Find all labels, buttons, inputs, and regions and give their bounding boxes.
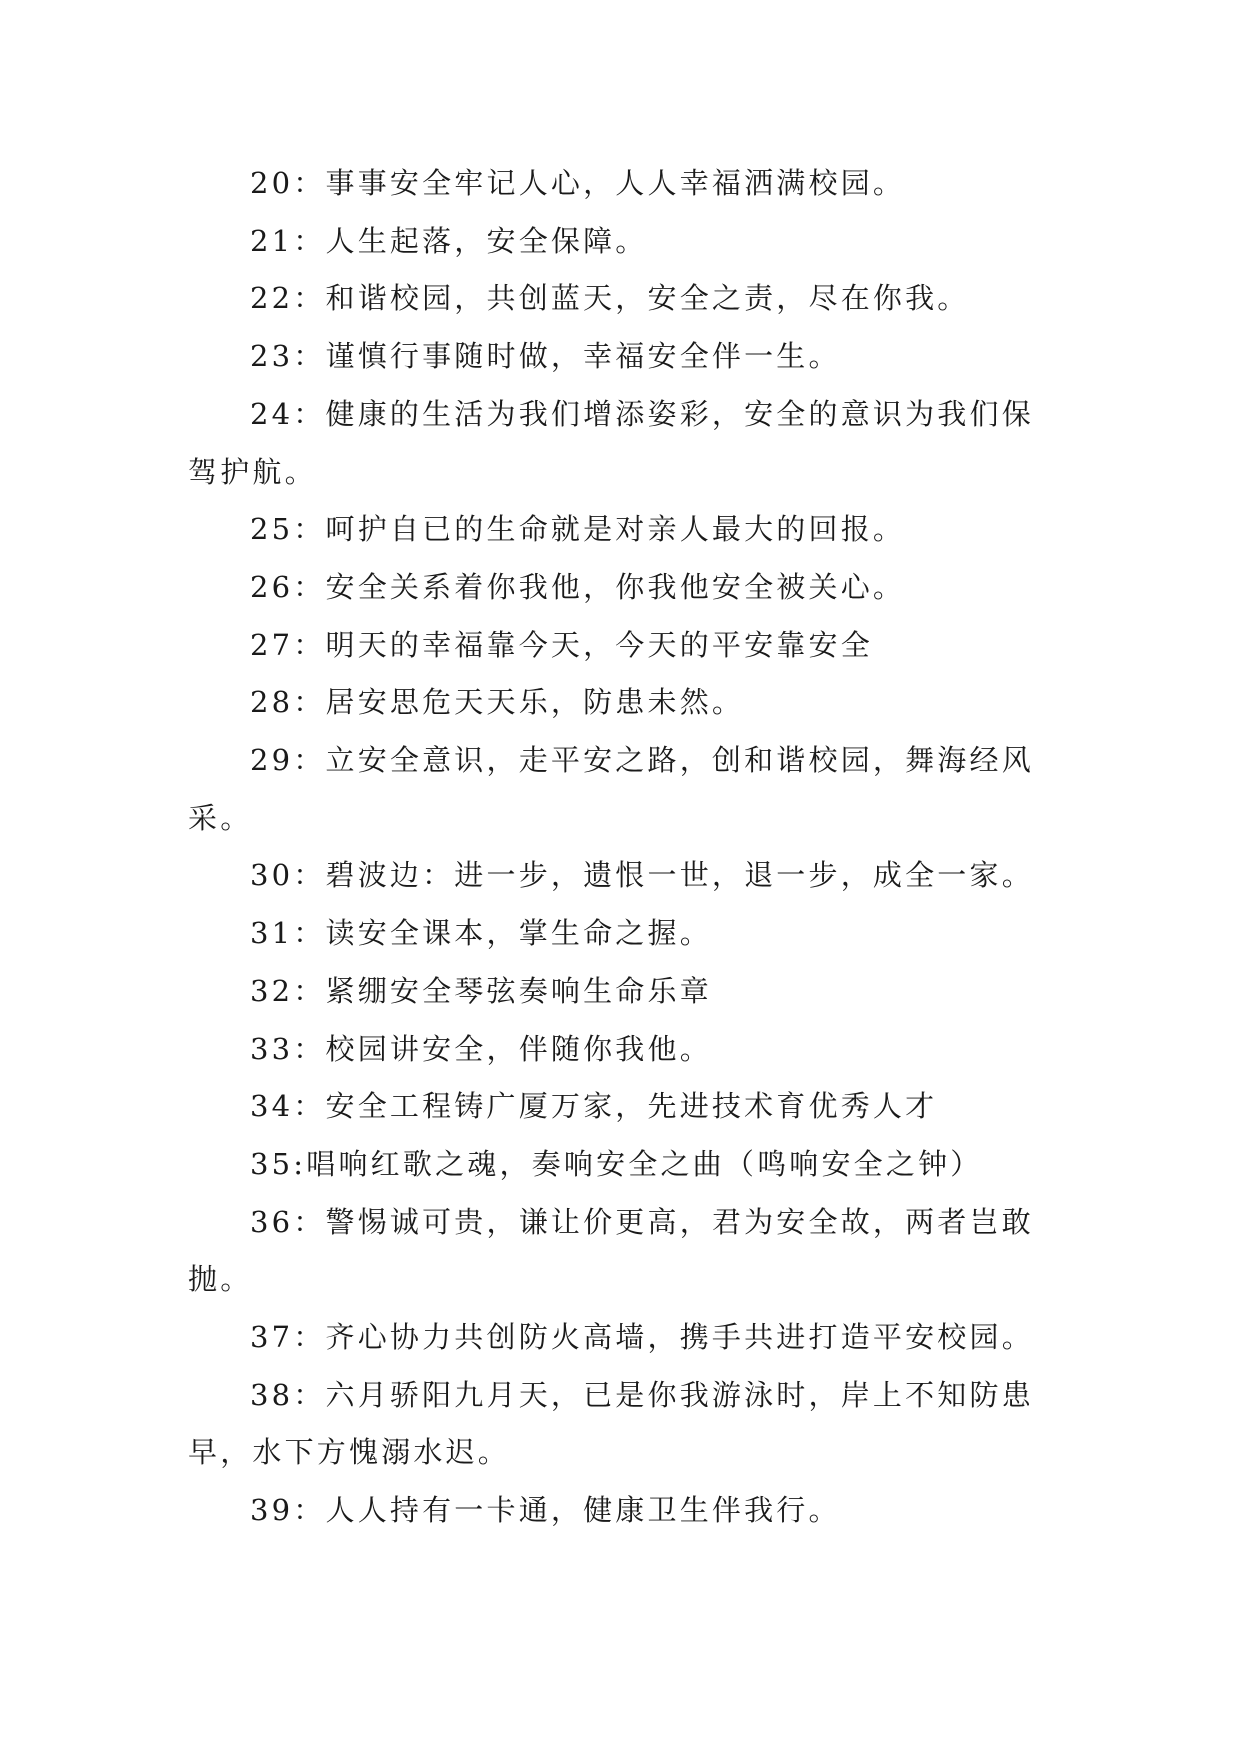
slogan-item: 22：和谐校园，共创蓝天，安全之责，尽在你我。 — [250, 281, 970, 316]
slogan-item: 34：安全工程铸广厦万家，先进技术育优秀人才 — [250, 1089, 938, 1124]
slogan-item: 33：校园讲安全，伴随你我他。 — [250, 1031, 712, 1066]
slogan-list — [188, 155, 1058, 1540]
slogan-item: 30：碧波边：进一步，遗恨一世，退一步，成全一家。 — [250, 858, 1034, 893]
slogan-item: 20：事事安全牢记人心，人人幸福洒满校园。 — [250, 166, 906, 200]
slogan-item: 23：谨慎行事随时做，幸福安全伴一生。 — [250, 339, 841, 374]
slogan-item: 39：人人持有一卡通，健康卫生伴我行。 — [250, 1493, 841, 1528]
slogan-item: 37：齐心协力共创防火高墙，携手共进打造平安校园。 — [250, 1320, 1034, 1355]
slogan-item: 36：警惕诚可贵，谦让价更高，君为安全故，两者岂敢抛。 — [188, 1204, 1034, 1297]
slogan-item: 29：立安全意识，走平安之路，创和谐校园，舞海经风采。 — [188, 743, 1034, 835]
slogan-item: 26：安全关系着你我他，你我他安全被关心。 — [250, 569, 906, 604]
slogan-item: 25：呵护自已的生命就是对亲人最大的回报。 — [250, 512, 906, 547]
slogan-item: 32：紧绷安全琴弦奏响生命乐章 — [250, 973, 712, 1008]
slogan-item: 35:唱响红歌之魂，奏响安全之曲（鸣响安全之钟） — [250, 1146, 983, 1181]
slogan-item: 31：读安全课本，掌生命之握。 — [250, 916, 712, 951]
slogan-item: 28：居安思危天天乐，防患未然。 — [250, 685, 745, 720]
slogan-item: 21：人生起落，安全保障。 — [250, 223, 648, 258]
slogan-item: 24：健康的生活为我们增添姿彩，安全的意识为我们保驾护航。 — [188, 396, 1034, 489]
slogan-item: 38：六月骄阳九月天，已是你我游泳时，岸上不知防患早，水下方愧溺水迟。 — [188, 1377, 1034, 1470]
slogan-item: 27：明天的幸福靠今天，今天的平安靠安全 — [250, 627, 873, 662]
